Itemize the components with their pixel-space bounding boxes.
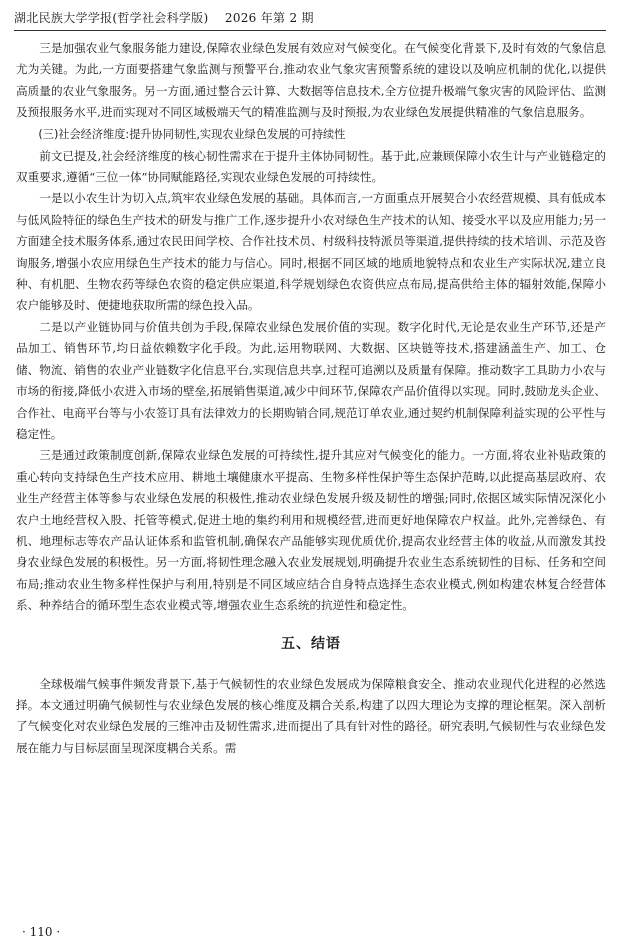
page-number: · 110 ·: [22, 925, 61, 939]
article-body: [16, 38, 606, 759]
paragraph-conclusion: 全球极端气候事件频发背景下,基于气候韧性的农业绿色发展成为保障粮食安全、推动农业现代化进程的必然选择。本文通过明确气候韧性与农业绿色发展的核心维度及耦合关系,构建了以四大理论为支撑的理论框架。深入剖析了气候变化对农业绿色发展的三维冲击及韧性需求,进而提出了具有针对性的路径。研究表明,气候韧性与农业绿色发展在能力与目标层面呈现深度耦合关系。需: [16, 676, 606, 755]
paragraph-socioeconomic-intro: 前文已提及,社会经济维度的核心韧性需求在于提升主体协同韧性。基于此,应兼顾保障小农生计与产业链稳定的双重要求,遵循“三位一体”协同赋能路径,实现农业绿色发展的可持续性。: [16, 148, 606, 185]
section-heading-conclusion: 五、结语: [281, 635, 341, 652]
paragraph-meteorological-services: 三是加强农业气象服务能力建设,保障农业绿色发展有效应对气候变化。在气候变化背景下,及时有效的气象信息尤为关键。为此,一方面要搭建气象监测与预警平台,推动农业气象灾害预警系统的建设以及响应机制的优化,以提供高质量的农业气象服务。另一方面,通过整合云计算、大数据等信息技术,全方位提升极端气象灾害的风险评估、监测及预报服务水平,进而实现对不同区域极端天气的精准监测与及时预报,为农业绿色发展提供精准的气象信息服务。: [16, 41, 606, 120]
subsection-heading-socioeconomic: (三)社会经济维度:提升协同韧性,实现农业绿色发展的可持续性: [38, 127, 346, 141]
paragraph-smallholder-livelihood: 一是以小农生计为切入点,筑牢农业绿色发展的基础。具体而言,一方面重点开展契合小农经营规模、具有低成本与低风险特征的绿色生产技术的研发与推广工作,逐步提升小农对绿色生产技术的认知、接受水平以及应用能力;另一方面建全技术服务体系,通过农民田间学校、合作社技术员、村级科技特派员等渠道,提供持续的技术培训、示范及咨询服务,增强小农应用绿色生产技术的能力与信心。同时,根据不同区域的地质地貌特点和农业生产实际状况,建立良种、有机肥、生物农药等绿色农资的稳定供应渠道,科学规划绿色农资供应点布局,提高供给主体的辐射效能,保障小农户能够及时、便捷地获取所需的绿色投入品。: [16, 191, 606, 313]
running-header: 湖北民族大学学报(哲学社会科学版) 2026 年第 2 期: [14, 8, 606, 31]
paragraph-policy-innovation: 三是通过政策制度创新,保障农业绿色发展的可持续性,提升其应对气候变化的能力。一方面,将农业补贴政策的重心转向支持绿色生产技术应用、耕地土壤健康水平提高、生物多样性保护等生态保护范畴,以此提高基层政府、农业生产经营主体等参与农业绿色发展的积极性,推动农业绿色发展升级及韧性的增强;同时,依据区域实际情况深化小农户土地经营权入股、托管等模式,促进土地的集约利用和规模经营,进而更好地保障农户权益。此外,完善绿色、有机、地理标志等农产品认证体系和监管机制,确保农产品能够实现优质优价,提高农业经营主体的收益,从而激发其投身农业绿色发展的积极性。另一方面,将韧性理念融入农业发展规划,明确提升农业生态系统韧性的目标、任务和空间布局;推动农业生物多样性保护与利用,特别是不同区域应结合自身特点选择生态农业模式,例如构建农林复合经营体系、种养结合的循环型生态农业模式等,增强农业生态系统的抗逆性和稳定性。: [16, 448, 606, 613]
paragraph-industry-chain: 二是以产业链协同与价值共创为手段,保障农业绿色发展价值的实现。数字化时代,无论是农业生产环节,还是产品加工、销售环节,均日益依赖数字化手段。为此,运用物联网、大数据、区块链等技术,搭建涵盖生产、加工、仓储、物流、销售的农业产业链数字化信息平台,实现信息共享,过程可追溯以及质量有保障。推动数字工具助力小农与市场的衔接,降低小农进入市场的壁垒,拓展销售渠道,减少中间环节,保障农产品价值得以实现。同时,鼓励龙头企业、合作社、电商平台等与小农签订具有法律效力的长期购销合同,规范订单农业,通过契约机制保障利益实现的公平性与稳定性。: [16, 319, 606, 441]
